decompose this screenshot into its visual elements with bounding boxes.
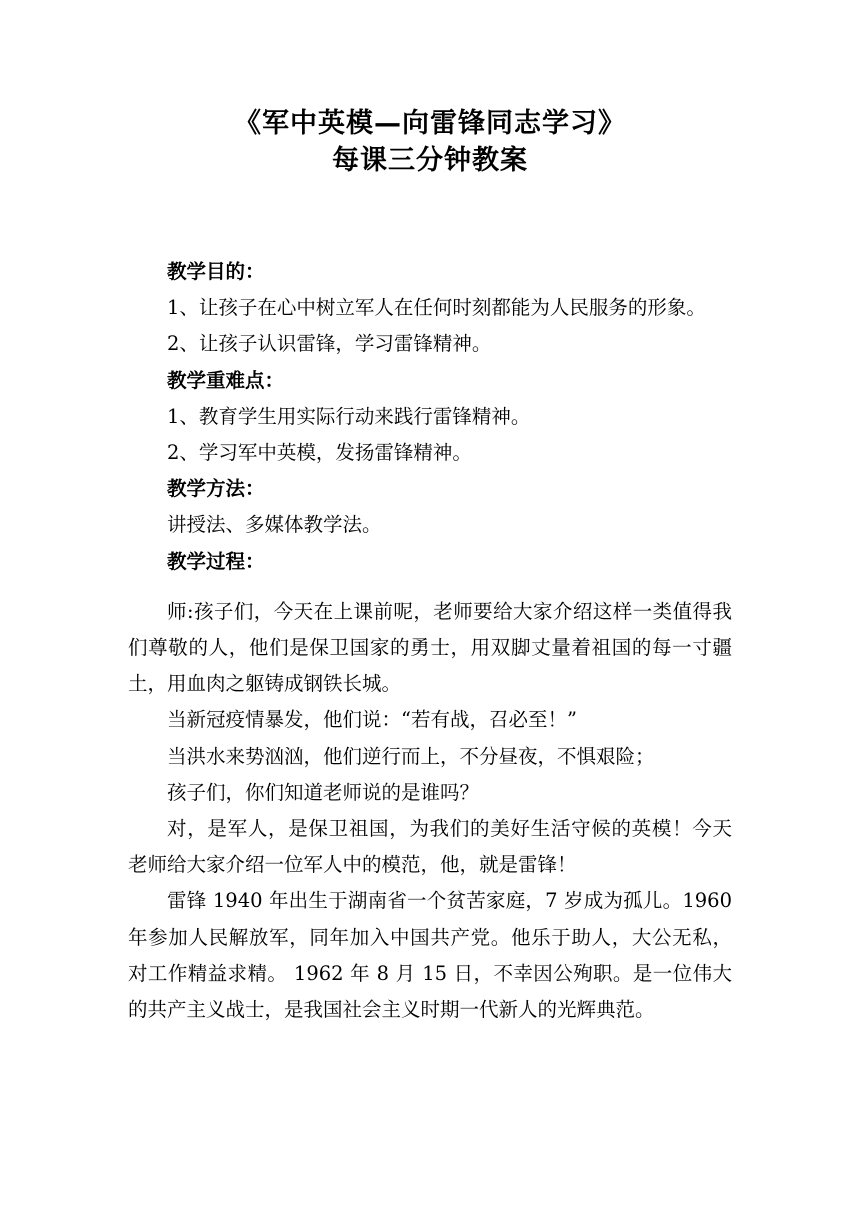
process-heading: 教学过程：: [167, 549, 265, 573]
process-paragraph: 师:孩子们，今天在上课前呢，老师要给大家介绍这样一类值得我们尊敬的人，他们是保卫国家的勇士，用双脚丈量着祖国的每一寸疆土，用血肉之躯铸成钢铁长城。: [128, 599, 732, 696]
process-paragraph: 雷锋 1940 年出生于湖南省一个贫苦家庭，7 岁成为孤儿。1960 年参加人民解放军，同年加入中国共产党。他乐于助人，大公无私，对工作精益求精。 1962 年 8 月 15 日，不幸因公殉职。是一位伟大的共产主义战士，是我国社会主义时期一代新人的光辉典范。: [128, 889, 732, 1022]
lesson-body: [128, 254, 732, 1028]
process-paragraph: 孩子们，你们知道老师说的是谁吗？: [167, 780, 480, 804]
process-paragraph: 对，是军人，是保卫祖国，为我们的美好生活守候的英模！今天老师给大家介绍一位军人中的模范，他，就是雷锋！: [128, 817, 732, 877]
key-point-item: 1、教育学生用实际行动来践行雷锋精神。: [167, 404, 531, 428]
objectives-heading: 教学目的：: [167, 260, 265, 283]
process-paragraph: 当洪水来势汹汹，他们逆行而上，不分昼夜，不惧艰险；: [167, 744, 655, 768]
methods-heading: 教学方法：: [167, 477, 265, 501]
objective-item: 1、让孩子在心中树立军人在任何时刻都能为人民服务的形象。: [167, 296, 706, 320]
objective-item: 2、让孩子认识雷锋，学习雷锋精神。: [167, 332, 492, 356]
process-paragraph: 当新冠疫情暴发，他们说：“若有战，召必至！”: [167, 708, 577, 732]
section-spacer: [128, 580, 732, 594]
key-points-heading: 教学重难点：: [167, 368, 285, 392]
key-point-item: 2、学习军中英模，发扬雷锋精神。: [167, 441, 472, 465]
document-subtitle: 每课三分钟教案: [332, 145, 528, 176]
document-title: 《军中英模—向雷锋同志学习》: [234, 108, 626, 139]
methods-text: 讲授法、多媒体教学法。: [167, 513, 382, 537]
